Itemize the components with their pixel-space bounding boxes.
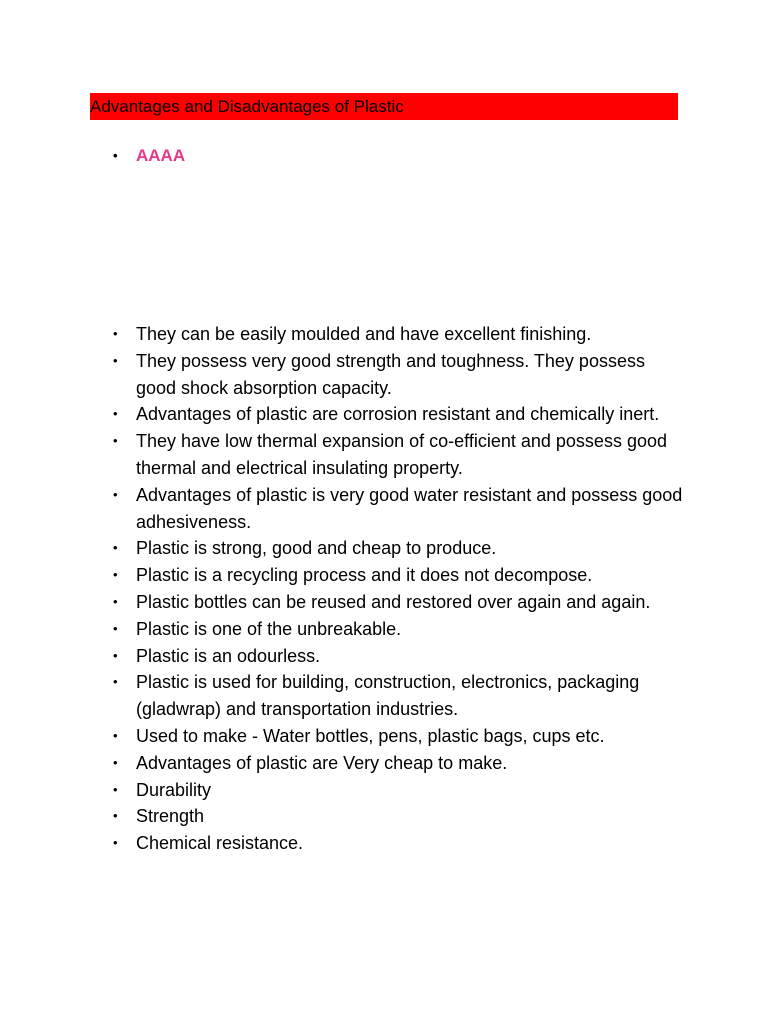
list-item-text: Used to make - Water bottles, pens, plastic bags, cups etc. xyxy=(136,725,605,746)
list-item-text: Strength xyxy=(136,806,205,827)
bullet-icon: • xyxy=(113,567,118,583)
bullet-icon: • xyxy=(113,352,118,368)
list-item-text: Chemical resistance. xyxy=(136,833,304,854)
list-item xyxy=(0,830,686,857)
list-item xyxy=(0,482,686,536)
list-item-text: Advantages of plastic is very good water resistant and possess good adhesiveness. xyxy=(136,484,683,532)
list-item xyxy=(0,401,686,428)
list-item xyxy=(0,428,686,482)
list-item-text: Plastic is used for building, construction, electronics, packaging (gladwrap) and transportation industries. xyxy=(136,672,640,720)
list-item-text: Advantages of plastic are Very cheap to make. xyxy=(136,752,508,773)
list-item-text: Plastic is one of the unbreakable. xyxy=(136,618,402,639)
list-item xyxy=(0,669,686,723)
bullet-icon: • xyxy=(113,781,118,797)
list-item-text: Plastic is strong, good and cheap to produce. xyxy=(136,538,497,559)
bullet-icon: • xyxy=(113,433,118,449)
list-item-text: Advantages of plastic are corrosion resistant and chemically inert. xyxy=(136,404,660,425)
bullet-icon: • xyxy=(113,674,118,690)
list-item xyxy=(0,777,686,804)
list-item xyxy=(0,348,686,402)
bullet-icon: • xyxy=(113,647,118,663)
list-item xyxy=(0,321,686,348)
list-item xyxy=(0,589,686,616)
list-item xyxy=(0,803,686,830)
bullet-icon: • xyxy=(113,540,118,556)
list-item xyxy=(0,535,686,562)
highlight-list xyxy=(0,143,686,170)
list-item xyxy=(0,616,686,643)
bullet-icon: • xyxy=(113,620,118,636)
bullet-icon: • xyxy=(113,835,118,851)
bullet-icon: • xyxy=(113,593,118,609)
bullet-icon: • xyxy=(113,326,118,341)
bullet-icon: • xyxy=(113,727,118,743)
list-item-text: Plastic bottles can be reused and restored over again and again. xyxy=(136,591,651,612)
highlight-item-text: AAAA xyxy=(136,146,186,165)
list-item-text: They can be easily moulded and have excellent finishing. xyxy=(136,324,592,344)
advantages-list xyxy=(0,321,686,857)
list-item-text: Plastic is an odourless. xyxy=(136,645,321,666)
list-item xyxy=(0,750,686,777)
highlight-item xyxy=(0,143,686,170)
list-item-text: They have low thermal expansion of co-efficient and possess good thermal and electrical insulating property. xyxy=(136,431,667,478)
list-item-text: Durability xyxy=(136,779,212,800)
bullet-icon: • xyxy=(113,808,118,824)
list-item xyxy=(0,723,686,750)
bullet-icon: • xyxy=(113,754,118,770)
document-title: Advantages and Disadvantages of Plastic xyxy=(90,93,678,120)
list-item-text: They possess very good strength and toughness. They possess good shock absorption capacity. xyxy=(136,350,645,398)
list-item xyxy=(0,562,686,589)
bullet-icon: • xyxy=(113,406,118,422)
bullet-icon: • xyxy=(113,486,118,502)
list-item-text: Plastic is a recycling process and it does not decompose. xyxy=(136,565,593,586)
list-item xyxy=(0,643,686,670)
bullet-icon: • xyxy=(113,148,118,163)
